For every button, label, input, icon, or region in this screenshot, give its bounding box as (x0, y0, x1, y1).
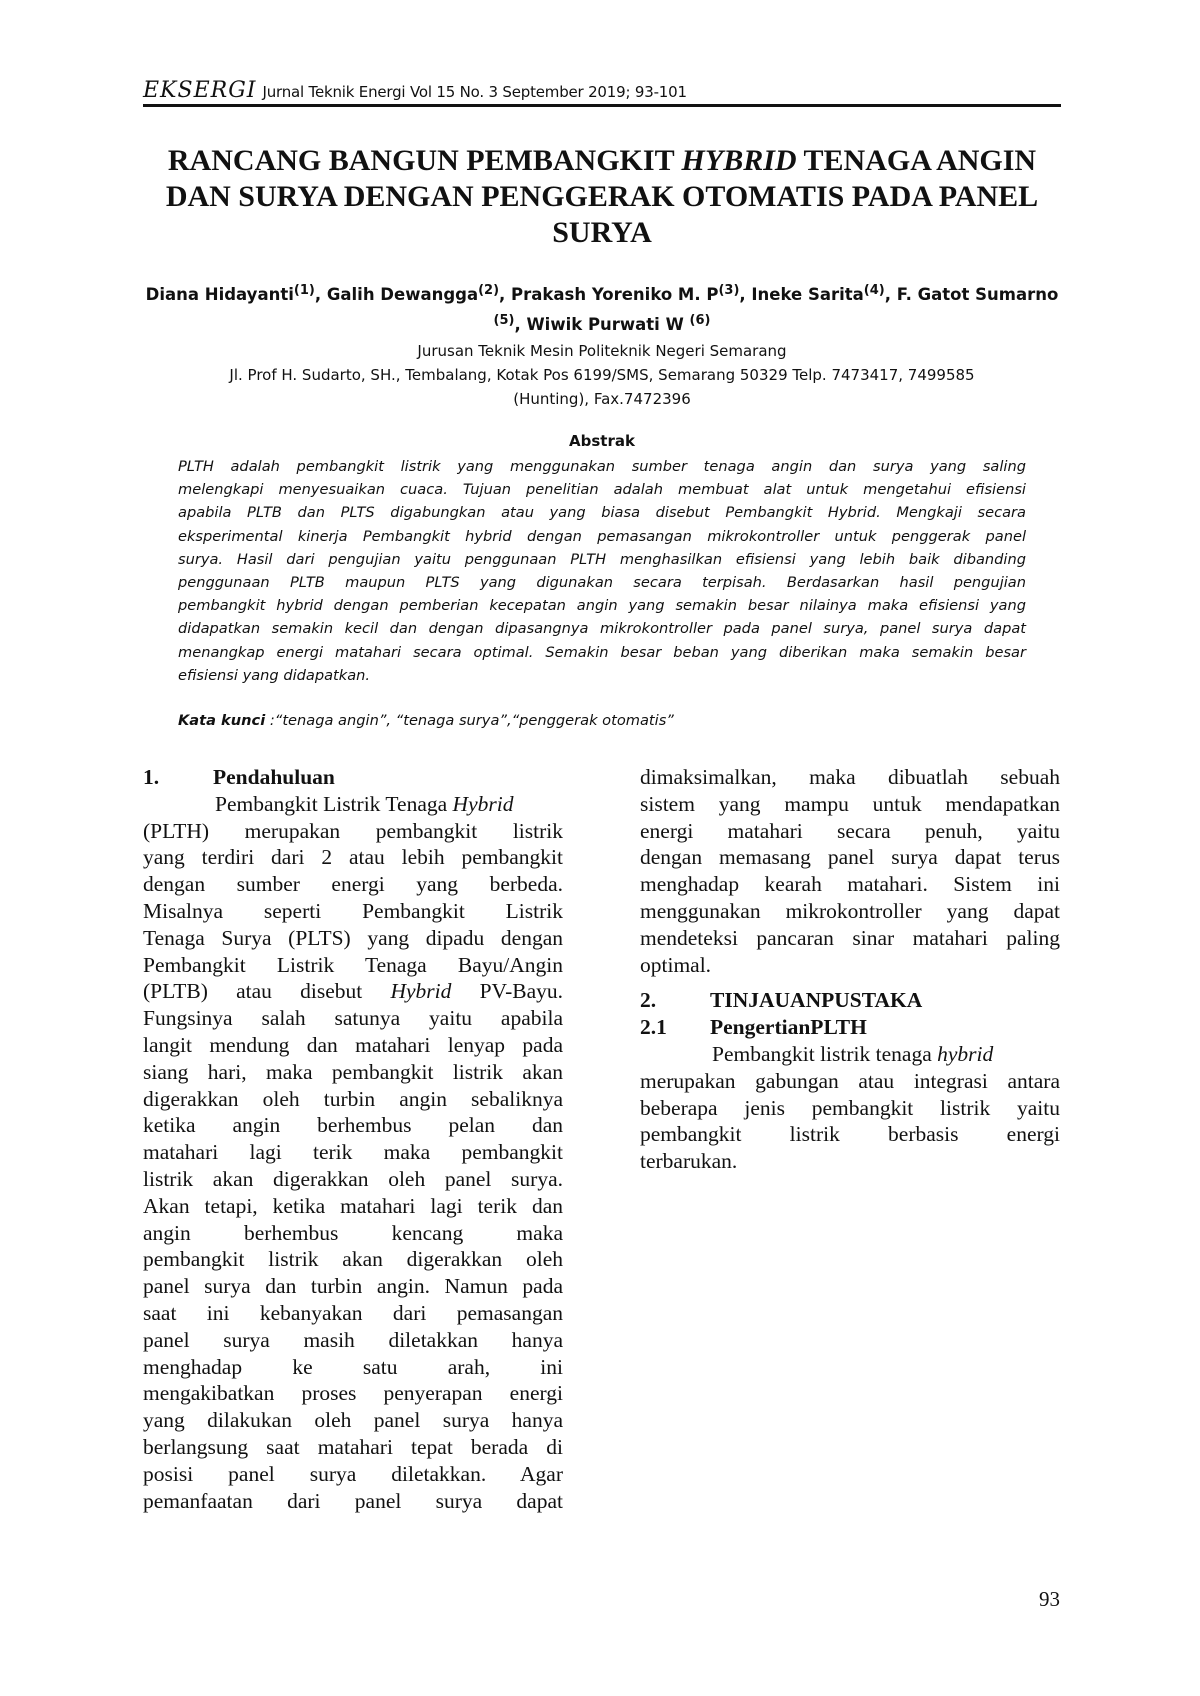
abstract-heading: Abstrak (569, 432, 635, 450)
author-affil-sup: (6) (689, 313, 711, 328)
section-2-heading (640, 987, 1060, 1014)
author-list (143, 280, 1061, 340)
paragraph-line: pemanfaatan dari panel surya dapat (143, 1488, 563, 1513)
affiliation-phone: (Hunting), Fax.7472396 (513, 390, 691, 408)
author-sep: , (739, 285, 752, 304)
paragraph-line: yang dilakukan oleh panel surya hanya (143, 1408, 563, 1433)
author-name: Galih Dewangga (326, 285, 479, 304)
paragraph-line (143, 978, 563, 1005)
paragraph-line: Tenaga Surya (PLTS) yang dipadu dengan (143, 925, 563, 950)
paragraph-line: merupakan gabungan atau integrasi antara (640, 1068, 1060, 1093)
author-affil-sup: (4) (863, 283, 885, 298)
paragraph-text: PV-Bayu. (451, 979, 563, 1004)
paragraph-line: menggunakan mikrokontroller yang dapat (640, 898, 1060, 923)
paragraph-line (143, 791, 563, 818)
paragraph-italic: hybrid (937, 1041, 994, 1066)
abstract-line: efisiensi yang didapatkan. (178, 666, 371, 684)
paragraph-line: ketika angin berhembus pelan dan (143, 1113, 563, 1138)
paragraph-line: posisi panel surya diletakkan. Agar (143, 1461, 563, 1486)
abstract-line: didapatkan semakin kecil dan dengan dipasangnya mikrokontroller pada panel surya, panel surya dapat (178, 620, 1026, 638)
author-affil-sup: (5) (493, 313, 515, 328)
paragraph-line: dengan sumber energi yang berbeda. (143, 872, 563, 897)
paragraph-line: Misalnya seperti Pembangkit Listrik (143, 898, 563, 923)
affiliation-dept: Jurusan Teknik Mesin Politeknik Negeri Semarang (417, 342, 787, 360)
page-number: 93 (1039, 1587, 1060, 1611)
paragraph-line: menghadap ke satu arah, ini (143, 1354, 563, 1379)
author-sep: , (884, 285, 897, 304)
author-affil-sup: (2) (478, 283, 500, 298)
title-line-3: SURYA (552, 216, 652, 249)
paragraph-line: Fungsinya salah satunya yaitu apabila (143, 1006, 563, 1031)
author-name: F. Gatot Sumarno (896, 285, 1059, 304)
paragraph-line: dimaksimalkan, maka dibuatlah sebuah (640, 765, 1060, 789)
paragraph-line (640, 1041, 1060, 1068)
paragraph-line: digerakkan oleh turbin angin sebaliknya (143, 1086, 563, 1111)
author-name: Diana Hidayanti (145, 285, 294, 304)
paragraph-italic: Hybrid (452, 791, 514, 816)
paragraph-line: langit mendung dan matahari lenyap pada (143, 1032, 563, 1057)
paragraph-line: energi matahari secara penuh, yaitu (640, 818, 1060, 843)
paragraph-line: yang terdiri dari 2 atau lebih pembangkit (143, 845, 563, 870)
abstract-line: penggunaan PLTB maupun PLTS yang digunakan secara terpisah. Berdasarkan hasil pengujian (178, 573, 1026, 591)
paragraph-line: matahari lagi terik maka pembangkit (143, 1140, 563, 1165)
abstract-line: surya. Hasil dari pengujian yaitu penggunaan PLTH menghasilkan efisiensi yang lebih baik dibanding (178, 550, 1026, 568)
paragraph-line: panel surya masih diletakkan hanya (143, 1327, 563, 1352)
paragraph-line: terbarukan. (640, 1149, 738, 1174)
title-line-1-post: TENAGA ANGIN (796, 144, 1037, 177)
paragraph-text: Pembangkit listrik tenaga (712, 1041, 938, 1066)
section-number: 2. (640, 988, 657, 1013)
paragraph-italic: Hybrid (390, 979, 452, 1004)
paragraph-text: (PLTB) atau disebut (143, 979, 391, 1004)
author-affil-sup: (3) (718, 283, 740, 298)
paragraph-line: pembangkit listrik akan digerakkan oleh (143, 1247, 563, 1272)
author-affil-sup: (1) (293, 283, 315, 298)
paragraph-line: sistem yang mampu untuk mendapatkan (640, 791, 1060, 816)
paragraph-line: saat ini kebanyakan dari pemasangan (143, 1300, 563, 1325)
abstract-line: melengkapi menyesuaikan cuaca. Tujuan penelitian adalah membuat alat untuk mengetahui efisiensi (178, 481, 1026, 499)
abstract-line: apabila PLTB dan PLTS digabungkan atau yang biasa disebut Pembangkit Hybrid. Mengkaji secara (178, 504, 1026, 522)
paragraph-line: dengan memasang panel surya dapat terus (640, 845, 1060, 870)
paragraph-line: menghadap kearah matahari. Sistem ini (640, 872, 1060, 897)
title-line-2: DAN SURYA DENGAN PENGGERAK OTOMATIS PADA PANEL (165, 180, 1039, 213)
keywords (178, 712, 674, 729)
paragraph-line: beberapa jenis pembangkit listrik yaitu (640, 1095, 1060, 1120)
abstract-body (178, 455, 1026, 687)
paragraph-line: mengakibatkan proses penyerapan energi (143, 1381, 563, 1406)
author-name: Ineke Sarita (751, 285, 864, 304)
section-title: Pendahuluan (213, 765, 335, 789)
author-name: Wiwik Purwati W (526, 315, 690, 334)
right-column (640, 764, 1060, 1175)
title-line-1-italic: HYBRID (681, 144, 797, 177)
abstract-line: pembangkit hybrid dengan pemberian kecepatan angin yang semakin besar nilainya maka efisiensi yang (178, 597, 1026, 615)
paragraph-line: pembangkit listrik berbasis energi (640, 1122, 1060, 1147)
paragraph-text: Pembangkit Listrik Tenaga (215, 791, 453, 816)
title-line-1-pre: RANCANG BANGUN PEMBANGKIT (167, 144, 682, 177)
paragraph-line: berlangsung saat matahari tepat berada di (143, 1434, 563, 1459)
paragraph-line: Pembangkit Listrik Tenaga Bayu/Angin (143, 952, 563, 977)
paragraph-line: listrik akan digerakkan oleh panel surya. (143, 1166, 563, 1191)
paragraph-line: Akan tetapi, ketika matahari lagi terik dan (143, 1193, 563, 1218)
abstract-line: eksperimental kinerja Pembangkit hybrid dengan pemasangan mikrokontroller untuk penggerak panel (178, 527, 1026, 545)
author-sep: , (314, 285, 327, 304)
affiliation-address: Jl. Prof H. Sudarto, SH., Tembalang, Kotak Pos 6199/SMS, Semarang 50329 Telp. 7473417, 7499585 (229, 366, 975, 384)
paper-title (143, 143, 1061, 251)
paragraph-line: optimal. (640, 952, 712, 977)
author-sep: , (514, 315, 527, 334)
author-name: Prakash Yoreniko M. P (511, 285, 719, 304)
left-column (143, 764, 563, 1514)
abstract-line: PLTH adalah pembangkit listrik yang menggunakan sumber tenaga angin dan surya yang saling (178, 458, 1026, 475)
abstract-line: menangkap energi matahari secara optimal. Semakin besar beban yang diberikan maka semakin besar (178, 643, 1026, 661)
journal-logo: EKSERGI (143, 78, 257, 103)
section-title: PengertianPLTH (710, 1015, 867, 1040)
paragraph-line: siang hari, maka pembangkit listrik akan (143, 1059, 563, 1084)
paragraph-line: panel surya dan turbin angin. Namun pada (143, 1274, 563, 1299)
keywords-text: :“tenaga angin”, “tenaga surya”,“penggerak otomatis” (265, 712, 674, 729)
section-number: 2.1 (640, 1015, 667, 1040)
section-1-heading (143, 764, 563, 791)
paragraph-line: mendeteksi pancaran sinar matahari paling (640, 925, 1060, 950)
paragraph-line: angin berhembus kencang maka (143, 1220, 563, 1245)
author-sep: , (499, 285, 512, 304)
section-2-1-heading (640, 1014, 1060, 1041)
section-number: 1. (143, 765, 160, 789)
running-header (143, 78, 1061, 107)
keywords-label: Kata kunci (178, 712, 266, 729)
journal-citation: Jurnal Teknik Energi Vol 15 No. 3 September 2019; 93-101 (262, 83, 687, 101)
paragraph-line: (PLTH) merupakan pembangkit listrik (143, 818, 563, 843)
section-title: TINJAUANPUSTAKA (710, 988, 923, 1013)
